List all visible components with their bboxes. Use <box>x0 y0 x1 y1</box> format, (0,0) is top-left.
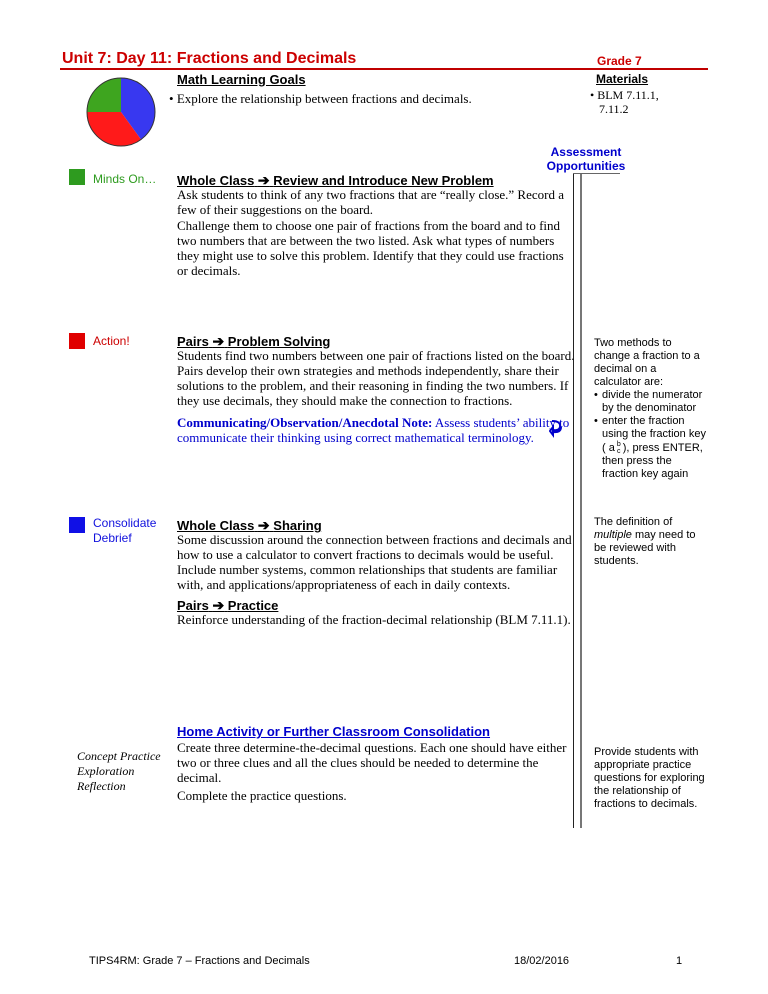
arrow-right-icon: ➔ <box>257 172 270 188</box>
consolidate-paragraph: Some discussion around the connection between fractions and decimals and how to use a calculator to convert fractions to decimals would be useful. Include number systems, common relationships that students are familiar with, and applications/appropriateness of each in daily contexts. <box>177 532 572 592</box>
consolidate-color-square <box>69 517 85 533</box>
practice-paragraph: Reinforce understanding of the fraction-decimal relationship (BLM 7.11.1). <box>177 612 571 627</box>
bullet: • <box>590 88 598 102</box>
minds-on-paragraph-2: Challenge them to choose one pair of fractions from the board and to find two numbers that are between the two listed. Ask what types of numbers they might use to solve this problem. Identify that they could use fractions or decimals. <box>177 218 564 278</box>
assessment-opportunities-heading: Assessment Opportunities <box>546 145 626 173</box>
footer-title: TIPS4RM: Grade 7 – Fractions and Decimals <box>89 955 310 967</box>
phase-minds-on: Minds On… <box>93 172 157 186</box>
learning-goals-item: • Explore the relationship between fractions and decimals. <box>169 91 472 106</box>
phase-action: Action! <box>93 334 130 348</box>
learning-goals-title: Math Learning Goals <box>177 72 306 87</box>
action-paragraph: Students find two numbers between one pair of fractions listed on the board. Pairs develop their own strategies and methods independently, share their solutions to the problem, and their reasoning in finding the two numbers. If they use decimals, they should make the connection to fractions. <box>177 348 575 408</box>
minds-on-paragraph-1: Ask students to think of any two fractions that are “really close.” Record a few of their suggestions on the board. <box>177 187 564 217</box>
footer-page-number: 1 <box>676 955 683 967</box>
fraction-key-symbol: b c <box>616 441 621 455</box>
phase-consolidate: Consolidate Debrief <box>93 516 157 545</box>
grade-label: Grade 7 <box>597 54 642 68</box>
materials-title: Materials <box>596 72 649 86</box>
arrow-right-icon: ➔ <box>212 597 225 613</box>
sidebar-note-multiple: The definition of multiple may need to be reviewed with students. <box>594 516 696 567</box>
practice-heading: Pairs ➔ Practice <box>177 597 279 613</box>
home-activity-heading: Home Activity or Further Classroom Consolidation <box>177 724 491 739</box>
home-activity-paragraph-1: Create three determine-the-decimal questions. Each one should have either two or three clues and all the clues should be needed to determine the decimal. <box>177 740 567 785</box>
footer-date: 18/02/2016 <box>514 955 570 967</box>
consolidate-heading: Whole Class ➔ Sharing <box>177 517 322 533</box>
lesson-timing-pie-chart <box>86 77 156 147</box>
action-color-square <box>69 333 85 349</box>
sidebar-note-calculator: Two methods to change a fraction to a decimal on a calculator are: • divide the numerator by the denominator • enter the fraction using the fraction key ( a b c ), press ENTER, then press the fraction key again <box>594 337 706 480</box>
header-rule <box>60 68 708 70</box>
home-activity-paragraph-2: Complete the practice questions. <box>177 788 347 803</box>
action-heading: Pairs ➔ Problem Solving <box>177 333 331 349</box>
home-activity-types: Concept Practice Exploration Reflection <box>77 749 161 793</box>
arrow-right-icon: ➔ <box>257 517 270 533</box>
minds-on-heading: Whole Class ➔ Review and Introduce New Problem <box>177 172 494 188</box>
return-arrow-icon <box>549 418 563 440</box>
bullet: • <box>169 91 177 106</box>
unit-title: Unit 7: Day 11: Fractions and Decimals <box>62 50 357 67</box>
materials-item: • BLM 7.11.1, 7.11.2 <box>590 88 659 116</box>
minds-on-color-square <box>69 169 85 185</box>
arrow-right-icon: ➔ <box>212 333 225 349</box>
sidebar-note-practice: Provide students with appropriate practice questions for exploring the relationship of fractions to decimals. <box>594 746 705 810</box>
assessment-note: Communicating/Observation/Anecdotal Note: Assess students’ ability to communicate their thinking using correct mathematical terminology. <box>177 415 570 445</box>
